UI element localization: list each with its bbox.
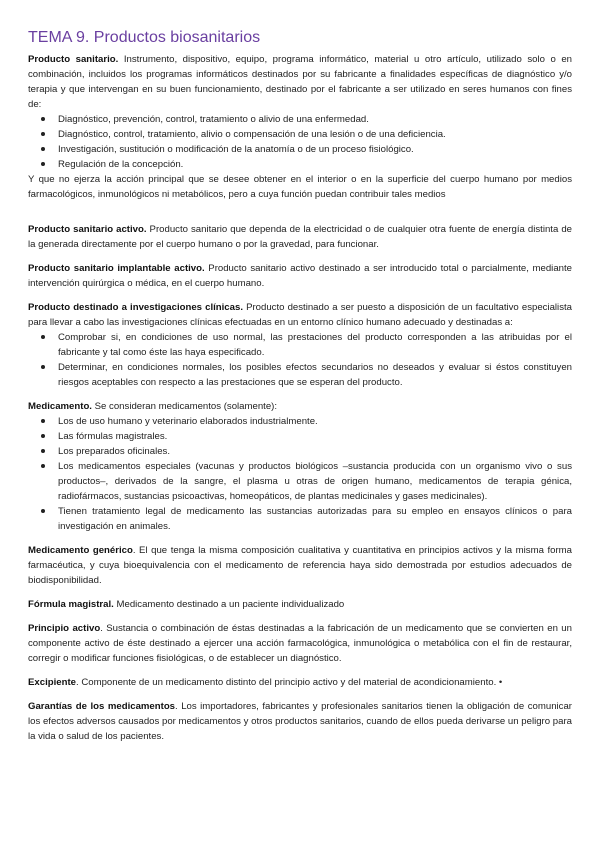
term: Medicamento genérico — [28, 545, 133, 556]
list-item: Los medicamentos especiales (vacunas y productos biológicos –sustancia producida con un organismo vivo o sus productos–, derivados de la sangre, el plasma u otras de origen humano, medicamentos de terapia génica, radiofármacos, sustancias psicoactivas, homeopáticos, de plantas medicinales y gases medicinales). — [58, 461, 572, 502]
definition-text: . Sustancia o combinación de éstas destinadas a la fabricación de un medicamento que se convierten en un componente activo de éste destinado a ejercer una acción farmacológica, inmunológica o metabólica con el fin de restaurar, corregir o modificar funciones fisiológicas, o de establecer un diagnóstico. — [28, 623, 572, 664]
definition-text: Producto destinado a ser puesto a disposición de un facultativo especialista para llevar a cabo las investigaciones clínicas efectuadas en un entorno clínico humano adecuado y destinadas a: — [28, 302, 572, 328]
list-item: Regulación de la concepción. — [58, 157, 572, 172]
list-item: Comprobar si, en condiciones de uso normal, las prestaciones del producto corresponden a las atribuidas por el fabricante y tal como éste las haya especificado. — [58, 332, 572, 358]
list-item: Investigación, sustitución o modificación de la anatomía o de un proceso fisiológico. — [58, 142, 572, 157]
list-item: Las fórmulas magistrales. — [58, 429, 572, 444]
bullet-list — [28, 414, 572, 534]
definition-text: Producto sanitario activo destinado a ser introducido total o parcialmente, mediante intervención quirúrgica o médica, en el cuerpo humano. — [28, 263, 572, 289]
definition-text: Instrumento, dispositivo, equipo, programa informático, material u otro artículo, utilizado solo o en combinación, incluidos los programas informáticos destinados por su fabricante a finalidades específicas de diagnóstico y/o terapia y que intervengan en su buen funcionamiento, destinado por el fabricante a ser utilizado en seres humanos con fines de: — [28, 54, 572, 110]
term: Producto sanitario activo. — [28, 224, 147, 235]
definition-formula-magistral — [28, 597, 572, 612]
list-item: Los de uso humano y veterinario elaborados industrialmente. — [58, 414, 572, 429]
list-item: Determinar, en condiciones normales, los posibles efectos secundarios no deseados y evaluar si éstos constituyen riesgos aceptables con respecto a las prestaciones que se esperan del producto. — [58, 362, 572, 388]
term: Producto destinado a investigaciones clínicas. — [28, 302, 243, 313]
definition-text: Medicamento destinado a un paciente individualizado — [113, 599, 345, 610]
definition-text: . Componente de un medicamento distinto del principio activo y del material de acondicionamiento. • — [76, 677, 503, 688]
term: Producto sanitario implantable activo. — [28, 263, 205, 274]
list-item: Diagnóstico, prevención, control, tratamiento o alivio de una enfermedad. — [58, 112, 572, 127]
definition-excipiente — [28, 675, 572, 690]
paragraph: Y que no ejerza la acción principal que se desee obtener en el interior o en la superficie del cuerpo humano por medios farmacológicos, inmunológicos ni metabólicos, pero a cuya función puedan contribuir tales medios — [28, 174, 572, 200]
definition-producto-sanitario-activo — [28, 222, 572, 252]
list-item: Tienen tratamiento legal de medicamento las sustancias autorizadas para su empleo en ensayos clínicos o para investigación en animales. — [58, 506, 572, 532]
term: Principio activo — [28, 623, 101, 634]
definition-garantias — [28, 699, 572, 744]
definition-medicamento — [28, 399, 572, 414]
definition-text: Se consideran medicamentos (solamente): — [91, 401, 278, 412]
definition-text: . Los importadores, fabricantes y profesionales sanitarios tienen la obligación de comunicar los efectos adversos causados por medicamentos y otros productos sanitarios, cuando de ellos pueda derivarse un peligro para la vida o salud de los pacientes. — [28, 701, 572, 742]
definition-producto-implantable-activo — [28, 261, 572, 291]
list-item: Los preparados oficinales. — [58, 444, 572, 459]
bullet-list — [28, 112, 572, 172]
definition-producto-investigaciones — [28, 300, 572, 330]
term: Producto sanitario. — [28, 54, 119, 65]
page-title: TEMA 9. Productos biosanitarios — [28, 29, 261, 46]
term: Garantías de los medicamentos — [28, 701, 176, 712]
definition-medicamento-generico — [28, 543, 572, 588]
definition-producto-sanitario — [28, 52, 572, 112]
bullet-list — [28, 330, 572, 390]
list-item: Diagnóstico, control, tratamiento, alivio o compensación de una lesión o de una deficiencia. — [58, 127, 572, 142]
definition-principio-activo — [28, 621, 572, 666]
term: Medicamento. — [28, 401, 92, 412]
term: Excipiente — [28, 677, 76, 688]
definition-text: Producto sanitario que dependa de la electricidad o de cualquier otra fuente de energía distinta de la generada directamente por el cuerpo humano o por la gravedad, para funcionar. — [28, 224, 572, 250]
definition-text: . El que tenga la misma composición cualitativa y cuantitativa en principios activos y la misma forma farmacéutica, y cuya bioequivalencia con el medicamento de referencia haya sido demostrada por estudios adecuados de biodisponibilidad. — [28, 545, 572, 586]
term: Fórmula magistral. — [28, 599, 114, 610]
